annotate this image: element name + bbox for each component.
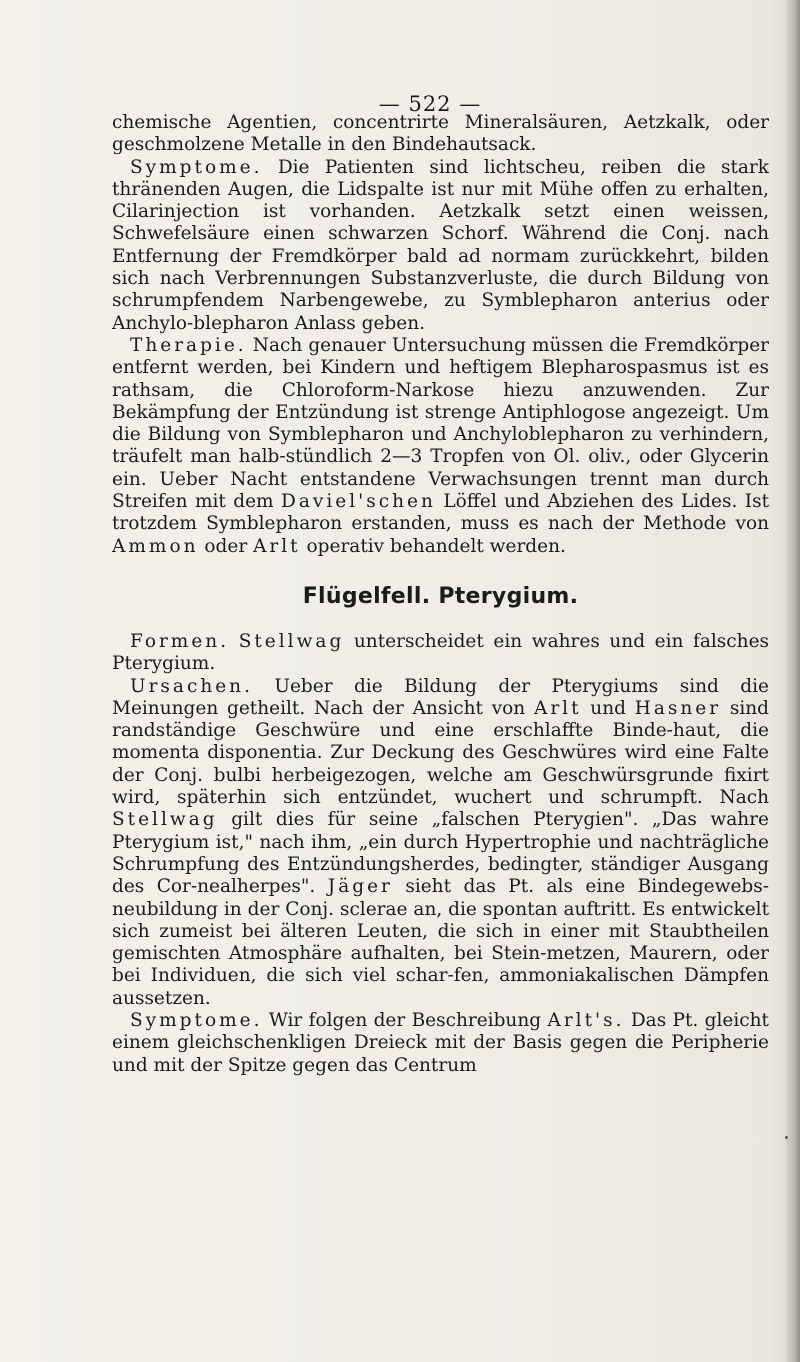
page-edge-shadow [786, 0, 800, 1362]
author-name-arlt-3: Arlt's. [547, 1009, 625, 1031]
paragraph-symptoms [112, 157, 769, 335]
author-name-ammon: Ammon [112, 535, 199, 557]
paragraph-therapy [112, 335, 769, 558]
paragraph-causes-text-d: sieht das Pt. als eine Bindegewebs-neubildung in der Conj. sclerae an, die spontan auftritt. Es entwickelt sich zumeist bei älteren Leuten, die sich in einer mit Staubtheilen gemischten Atmosphäre aufhalten, bei Stein-metzen, Maurern, oder bei Individuen, die sich viel schar-fen, ammoniakalischen Dämpfen aussetzen. [112, 876, 769, 1009]
author-name-hasner: Hasner [634, 697, 722, 719]
paragraph-therapy-text-c: oder [204, 535, 248, 557]
author-name-arlt: Arlt [253, 535, 301, 557]
paragraph-symptoms-pterygium-text-b: Das Pt. gleicht einem gleichschenkligen Dreieck mit der Basis gegen die Peripherie und mit der Spitze gegen das Centrum [112, 1009, 769, 1076]
paragraph-therapy-text-b: Löffel und Abziehen des Lides. Ist trotzdem Symblepharon erstanden, muss es nach der Methode von [112, 491, 770, 535]
page-body [112, 112, 769, 1077]
run-in-heading-therapy: Therapie. [130, 334, 247, 356]
author-name-stellwag: Stellwag [238, 630, 345, 652]
author-name-daviel: Daviel'schen [281, 491, 436, 513]
paragraph-causes-text-a: Ueber die Bildung der Pterygiums sind die Meinungen getheilt. Nach der Ansicht von [112, 675, 769, 719]
run-in-heading-symptoms: Symptome. [130, 156, 263, 178]
paragraph-causes-text-c: gilt dies für seine „falschen Pterygien". „Das wahre Pterygium ist," nach ihm, „ein durch Hypertrophie und nachträgliche Schrumpfung des Entzündungsherdes, bedingter, ständiger Ausgang des Cor-nealherpes". [112, 809, 769, 898]
paragraph-symptoms-pterygium [112, 1010, 769, 1077]
run-in-heading-forms: Formen. [130, 630, 230, 652]
run-in-heading-symptoms-2: Symptome. [130, 1009, 263, 1031]
author-name-stellwag-2: Stellwag [112, 809, 218, 831]
page-number: — 522 — [378, 92, 482, 116]
paragraph-causes-and: und [590, 697, 626, 719]
run-in-heading-causes: Ursachen. [130, 675, 253, 697]
paragraph-therapy-text-d: operativ behandelt werden. [306, 535, 566, 557]
paper-speck [785, 1136, 788, 1139]
paragraph-forms-text: unterscheidet ein wahres und ein falsches Pterygium. [112, 630, 770, 675]
paragraph-symptoms-text: Die Patienten sind lichtscheu, reiben die stark thränenden Augen, die Lidspalte ist nur mit Mühe offen zu erhalten, Cilarinjection ist vorhanden. Aetzkalk setzt einen weissen, Schwefelsäure einen schwarzen Schorf. Während die Conj. nach Entfernung der Fremdkörper bald ad normam zurückkehrt, bilden sich nach Verbrennungen Substanzverluste, die durch Bildung von schrumpfendem Narbengewebe, zu Symblepharon anterius oder Anchylo-blepharon Anlass geben. [112, 156, 770, 334]
section-heading-pterygium: Flügelfell. Pterygium. [302, 583, 579, 609]
paragraph-causes-text-b: sind randständige Geschwüre und eine erschlaffte Binde-haut, die momenta disponentia. Zur Deckung des Geschwüres wird eine Falte der Conj. bulbi herbeigezogen, welche am Geschwürsgrunde fixirt wird, späterhin sich entzündet, wuchert und schrumpft. Nach [112, 697, 770, 809]
paragraph-forms [112, 631, 769, 676]
paragraph-therapy-text-a: Nach genauer Untersuchung müssen die Fremdkörper entfernt werden, bei Kindern und heftigem Blepharospasmus ist es rathsam, die Chloroform-Narkose hiezu anzuwenden. Zur Bekämpfung der Entzündung ist strenge Antiphlogose angezeigt. Um die Bildung von Symblepharon und Anchyloblepharon zu verhindern, träufelt man halb-stündlich 2—3 Tropfen von Ol. oliv., oder Glycerin ein. Ueber Nacht entstandene Verwachsungen trennt man durch Streifen mit dem [112, 334, 769, 513]
paragraph-symptoms-pterygium-text-a: Wir folgen der Beschreibung [268, 1009, 542, 1031]
paragraph-agents: chemische Agentien, concentrirte Mineralsäuren, Aetzkalk, oder geschmolzene Metalle in den Bindehautsack. [112, 112, 769, 156]
author-name-jaeger: Jäger [327, 876, 393, 898]
author-name-arlt-2: Arlt [533, 697, 582, 719]
paragraph-causes [112, 676, 769, 1010]
